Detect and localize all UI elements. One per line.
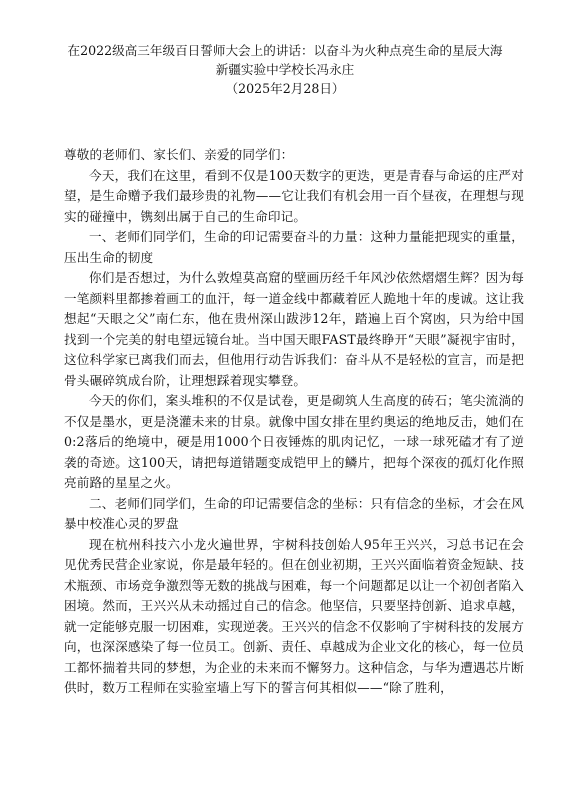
speech-title: 在2022级高三年级百日誓师大会上的讲话：以奋斗为火种点亮生命的星辰大海 [67, 43, 503, 58]
paragraph: 今天的你们，案头堆积的不仅是试卷，更是砌筑人生高度的砖石；笔尖流淌的不仅是墨水，更是浇灌未来的甘泉。就像中国女排在里约奥运的绝地反击，她们在0:2落后的绝境中，硬是用1000个日夜锤炼的肌肉记忆，一球一球死磕才有了逆袭的奇迹。这100天，请把每道错题变成铠甲上的鳞片，把每个深夜的孤灯化作照亮前路的星星之火。 [64, 393, 524, 490]
speech-body [64, 145, 524, 699]
paragraph: 现在杭州科技六小龙火遍世界，宇树科技创始人95年王兴兴，习总书记在会见优秀民营企业家说，你是最年轻的。但在创业初期，王兴兴面临着资金短缺、技术瓶颈、市场竞争激烈等无数的挑战与困难，每一个问题都足以让一个初创者陷入困境。然而，王兴兴从未动摇过自己的信念。他坚信，只要坚持创新、追求卓越，就一定能够克服一切困难，实现逆袭。王兴兴的信念不仅影响了宇树科技的发展方向，也深深感染了每一位员工。创新、责任、卓越成为企业文化的核心，每一位员工都怀揣着共同的梦想，为企业的未来而不懈努力。这种信念，与华为遭遇芯片断供时，数万工程师在实验室墙上写下的誓言何其相似——“除了胜利， [64, 536, 524, 695]
section-heading: 二、老师们同学们，生命的印记需要信念的坐标：只有信念的坐标，才会在风暴中校准心灵的罗盘 [64, 495, 524, 531]
speech-date: （2025年2月28日） [225, 81, 345, 96]
paragraph: 你们是否想过，为什么敦煌莫高窟的壁画历经千年风沙依然熠熠生辉？因为每一笔颜料里都掺着画工的血汗，每一道金线中都藏着匠人跪地十年的虔诚。这让我想起“天眼之父”南仁东，他在贵州深山跋涉12年，踏遍上百个窝凼，只为给中国找到一个完美的射电望远镜台址。当中国天眼FAST最终睁开“天眼”凝视宇宙时，这位科学家已离我们而去，但他用行动告诉我们：奋斗从不是轻松的宣言，而是把骨头碾碎筑成台阶，让理想踩着现实攀登。 [64, 270, 524, 388]
speaker-line: 新疆实验中学校长冯永庄 [215, 62, 355, 77]
paragraph: 今天，我们在这里，看到不仅是100天数字的更迭，更是青春与命运的庄严对望，是生命赠予我们最珍贵的礼物——它让我们有机会用一百个昼夜，在理想与现实的碰撞中，镌刻出属于自己的生命印记。 [64, 167, 524, 224]
salutation: 尊敬的老师们、家长们、亲爱的同学们： [64, 147, 294, 162]
section-heading: 一、老师们同学们，生命的印记需要奋斗的力量：这种力量能把现实的重量，压出生命的韧度 [64, 229, 524, 265]
